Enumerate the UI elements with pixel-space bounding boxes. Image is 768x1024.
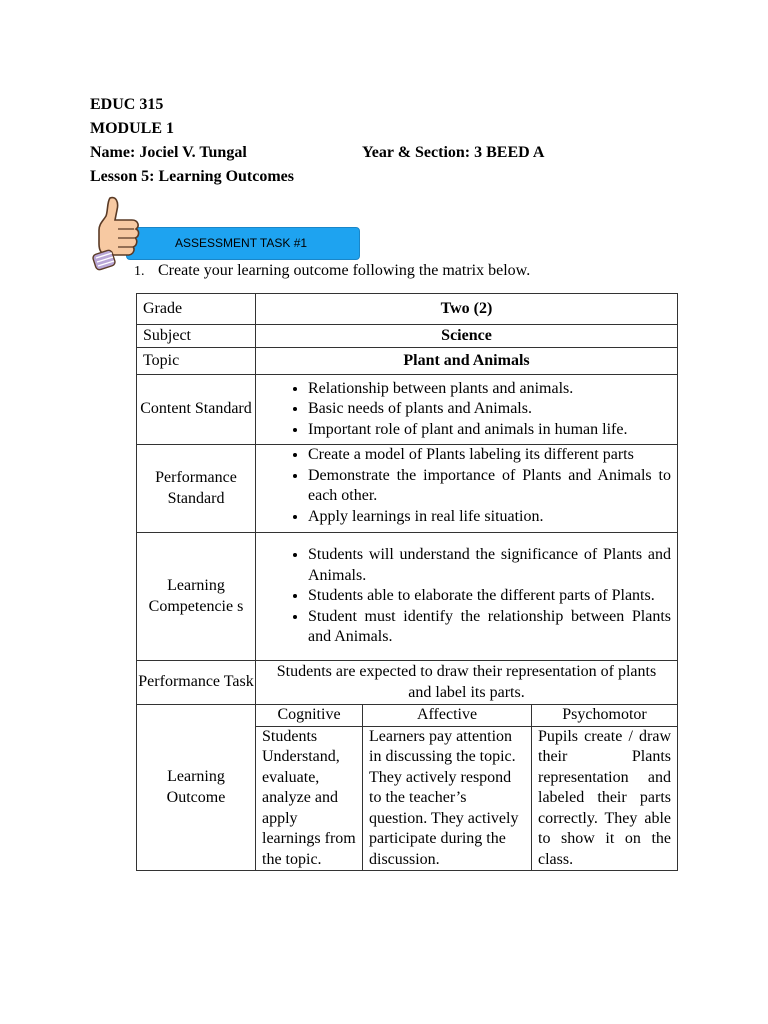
content-standard-label: Content Standard <box>137 375 256 445</box>
learning-outcome-subtable <box>256 705 677 870</box>
lesson-title: Lesson 5: Learning Outcomes <box>90 168 294 185</box>
topic-row <box>137 348 678 375</box>
list-item: • Students will understand the significance of Plants and Animals. <box>308 545 671 586</box>
student-name: Name: Jociel V. Tungal <box>90 144 247 161</box>
subject-row <box>137 325 678 348</box>
assessment-banner <box>126 227 360 260</box>
list-item: • Student must identify the relationship between Plants and Animals. <box>308 607 671 648</box>
performance-standard-label: Performance Standard <box>137 445 256 533</box>
performance-standard-row <box>137 445 678 533</box>
subject-value: Science <box>256 325 678 348</box>
course-code: EDUC 315 <box>90 96 164 113</box>
topic-value: Plant and Animals <box>256 348 678 375</box>
grade-label: Grade <box>137 294 256 325</box>
content-standard-row <box>137 375 678 445</box>
grade-row <box>137 294 678 325</box>
instruction-text: Create your learning outcome following the matrix below. <box>158 262 531 279</box>
cognitive-header: Cognitive <box>256 705 363 726</box>
learning-outcome-row <box>137 705 678 871</box>
performance-standard-list <box>256 445 677 527</box>
list-item: • Apply learnings in real life situation. <box>308 507 671 528</box>
psychomotor-text: Pupils create / draw their Plants representation and labeled their parts correctly. They able to show it on the class. <box>538 727 671 868</box>
list-item: • Create a model of Plants labeling its different parts <box>308 445 671 466</box>
list-item: • Important role of plant and animals in human life. <box>308 420 671 441</box>
content-standard-list <box>256 379 677 441</box>
list-item: • Basic needs of plants and Animals. <box>308 399 671 420</box>
grade-value: Two (2) <box>256 294 678 325</box>
topic-label: Topic <box>137 348 256 375</box>
year-section: Year & Section: 3 BEED A <box>362 144 545 161</box>
learning-competencies-label: Learning Competencie s <box>137 533 256 661</box>
cognitive-text: Students Understand, evaluate, analyze and apply learnings from the topic. <box>256 726 363 870</box>
learning-competencies-list <box>256 545 677 648</box>
affective-text: Learners pay attention in discussing the topic. They actively respond to the teacher’s question. They actively participate during the discussion. <box>363 726 532 870</box>
list-item: • Relationship between plants and animals. <box>308 379 671 400</box>
learning-outcome-label: Learning Outcome <box>137 705 256 871</box>
affective-header: Affective <box>363 705 532 726</box>
module-label: MODULE 1 <box>90 120 174 137</box>
assessment-banner-label: ASSESSMENT TASK #1 <box>175 236 308 250</box>
learning-outcome-matrix <box>136 293 678 871</box>
instruction-number: 1. <box>134 264 145 279</box>
thumbs-up-icon <box>88 194 144 274</box>
list-item: • Demonstrate the importance of Plants and Animals to each other. <box>308 466 671 507</box>
psychomotor-header: Psychomotor <box>532 705 678 726</box>
list-item: • Students able to elaborate the different parts of Plants. <box>308 586 671 607</box>
learning-competencies-row <box>137 533 678 661</box>
performance-task-value: Students are expected to draw their representation of plants and label its parts. <box>256 661 678 705</box>
performance-task-row <box>137 661 678 705</box>
performance-task-label: Performance Task <box>137 661 256 705</box>
subject-label: Subject <box>137 325 256 348</box>
